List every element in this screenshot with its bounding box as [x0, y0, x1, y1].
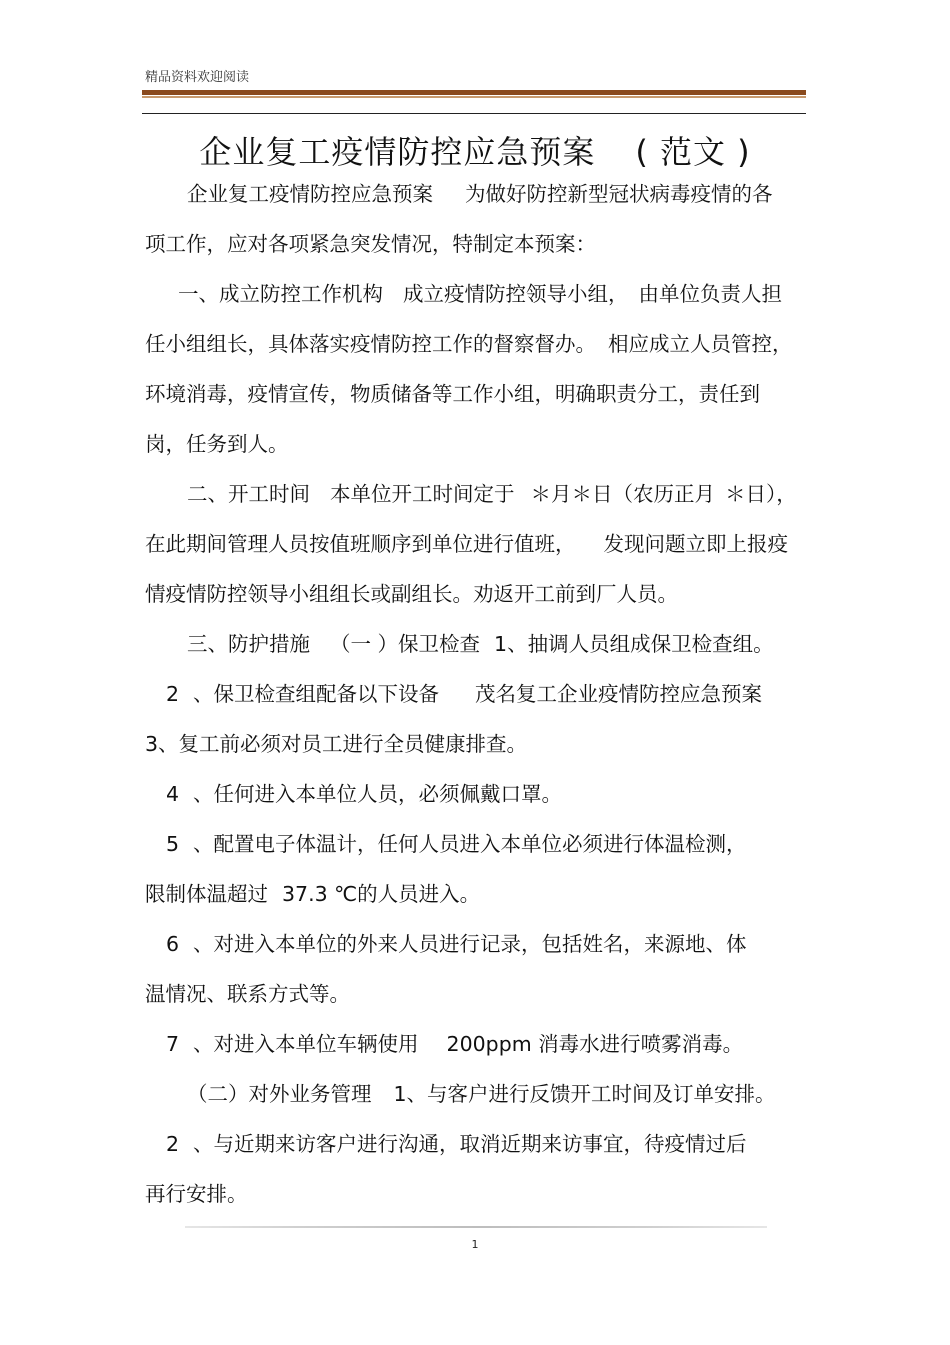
- paragraph-line: 4 、任何进入本单位人员，必须佩戴口罩。: [166, 782, 563, 806]
- paragraph-line: 再行安排。: [145, 1182, 248, 1206]
- paragraph-line: 企业复工疫情防控应急预案 为做好防控新型冠状病毒疫情的各: [187, 182, 773, 206]
- paragraph-line: 三、防护措施 （一 ）保卫检查 1、抽调人员组成保卫检查组。: [187, 632, 774, 656]
- paragraph-line: 2 、保卫检查组配备以下设备 茂名复工企业疫情防控应急预案: [166, 682, 763, 706]
- paragraph-line: 限制体温超过 37.3 ℃的人员进入。: [145, 882, 481, 906]
- paragraph-line: 6 、对进入本单位的外来人员进行记录，包括姓名，来源地、体: [166, 932, 747, 956]
- paragraph-line: 二、开工时间 本单位开工时间定于 ＊月＊日（农历正月 ＊日），: [187, 482, 797, 506]
- paragraph-line: 3、复工前必须对员工进行全员健康排查。: [145, 732, 528, 756]
- paragraph-line: 项工作，应对各项紧急突发情况，特制定本预案：: [145, 232, 596, 256]
- header-rule-thin: [142, 113, 806, 114]
- paragraph-line: 5 、配置电子体温计，任何人员进入本单位必须进行体温检测，: [166, 832, 747, 856]
- page-number: 1: [471, 1238, 479, 1251]
- paragraph-line: 7 、对进入本单位车辆使用 200ppm 消毒水进行喷雾消毒。: [166, 1032, 744, 1056]
- paragraph-line: 情疫情防控领导小组组长或副组长。劝返开工前到厂人员。: [145, 582, 678, 606]
- paragraph-line: 环境消毒，疫情宣传，物质储备等工作小组，明确职责分工，责任到: [145, 382, 760, 406]
- header-rule-accent: [142, 96, 806, 98]
- paragraph-line: 岗，任务到人。: [145, 432, 289, 456]
- footer-rule: [185, 1226, 767, 1228]
- paragraph-line: 2 、与近期来访客户进行沟通，取消近期来访事宜，待疫情过后: [166, 1132, 747, 1156]
- paragraph-line: （二）对外业务管理 1、与客户进行反馈开工时间及订单安排。: [187, 1082, 776, 1106]
- header-rule: [142, 90, 806, 95]
- paragraph-line: 温情况、联系方式等。: [145, 982, 350, 1006]
- document-title: [0, 127, 950, 173]
- header-text: 精品资料欢迎阅读: [145, 70, 250, 85]
- document-title-main: 企业复工疫情防控应急预案: [199, 133, 596, 171]
- paragraph-line: 任小组组长，具体落实疫情防控工作的督察督办。 相应成立人员管控，: [145, 332, 793, 356]
- paragraph-line: 在此期间管理人员按值班顺序到单位进行值班， 发现问题立即上报疫: [145, 532, 788, 556]
- document-title-suffix: ( 范文 ): [635, 133, 751, 171]
- paragraph-line: 一、成立防控工作机构 成立疫情防控领导小组， 由单位负责人担: [178, 282, 782, 306]
